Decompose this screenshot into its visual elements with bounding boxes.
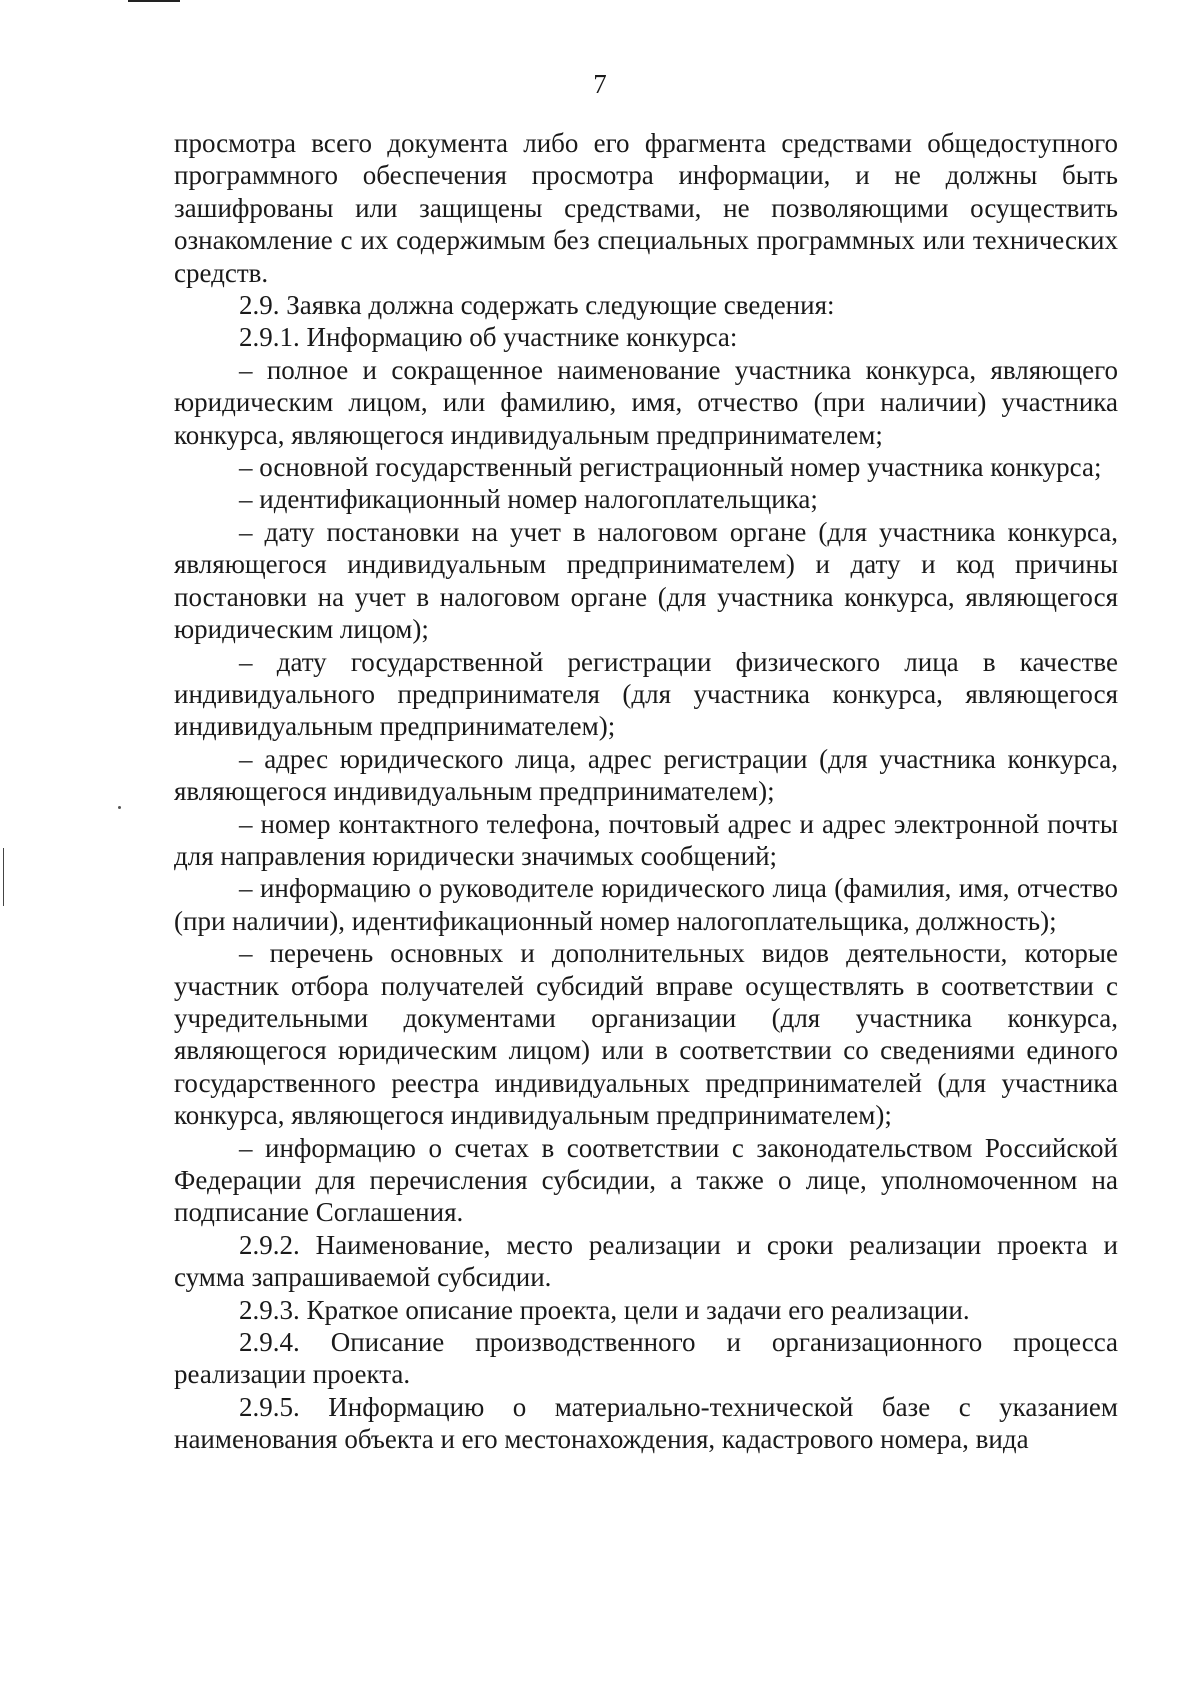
list-item-activities: – перечень основных и дополнительных видов деятельности, которые участник отбора получателей субсидий вправе осуществлять в соответствии с учредительными документами организации (для участника конкурса, являющегося юридическим лицом) или в соответствии со сведениями единого государственного реестра индивидуальных предпринимателей (для участника конкурса, являющегося индивидуальным предпринимателем); — [174, 938, 1118, 1131]
paragraph-section-2-9-4: 2.9.4. Описание производственного и организационного процесса реализации проекта. — [174, 1327, 1118, 1390]
paragraph-section-2-9-1: 2.9.1. Информацию об участнике конкурса: — [239, 322, 738, 353]
list-item-inn: – идентификационный номер налогоплательщика; — [239, 484, 818, 515]
list-item-ogrn: – основной государственный регистрационный номер участника конкурса; — [239, 452, 1102, 483]
scan-margin-mark — [3, 848, 4, 906]
document-body — [174, 127, 1118, 1456]
paragraph-section-2-9-5: 2.9.5. Информацию о материально-технической базе с указанием наименования объекта и его местонахождения, кадастрового номера, вида — [174, 1391, 1118, 1455]
paragraph-section-2-9-3: 2.9.3. Краткое описание проекта, цели и задачи его реализации. — [239, 1294, 970, 1325]
list-item-bank-accounts: – информацию о счетах в соответствии с законодательством Российской Федерации для перечисления субсидии, а также о лице, уполномоченном на подписание Соглашения. — [174, 1132, 1118, 1228]
list-item-contacts: – номер контактного телефона, почтовый адрес и адрес электронной почты для направления юридически значимых сообщений; — [174, 808, 1118, 871]
list-item-state-registration: – дату государственной регистрации физического лица в качестве индивидуального предпринимателя (для участника конкурса, являющегося индивидуальным предпринимателем); — [174, 646, 1118, 742]
page-number: 7 — [593, 69, 607, 99]
list-item-tax-registration: – дату постановки на учет в налоговом органе (для участника конкурса, являющегося индивидуальным предпринимателем) и дату и код причины постановки на учет в налоговом органе (для участника конкурса, являющегося юридическим лицом); — [174, 516, 1118, 645]
paragraph-section-2-9-2: 2.9.2. Наименование, место реализации и сроки реализации проекта и сумма запрашиваемой субсидии. — [174, 1229, 1118, 1293]
list-item-address: – адрес юридического лица, адрес регистрации (для участника конкурса, являющегося индивидуальным предпринимателем); — [174, 743, 1118, 807]
scan-edge-mark — [128, 0, 180, 2]
paragraph-continuation: просмотра всего документа либо его фрагмента средствами общедоступного программного обеспечения просмотра информации, и не должны быть зашифрованы или защищены средствами, не позволяющими осуществить ознакомление с их содержимым без специальных программных или технических средств. — [174, 128, 1118, 288]
list-item-director: – информацию о руководителе юридического лица (фамилия, имя, отчество (при наличии), идентификационный номер налогоплательщика, должность); — [174, 873, 1118, 936]
list-item-name: – полное и сокращенное наименование участника конкурса, являющего юридическим лицом, или фамилию, имя, отчество (при наличии) участника конкурса, являющегося индивидуальным предпринимателем; — [174, 354, 1118, 450]
scan-speck — [118, 806, 121, 809]
paragraph-section-2-9: 2.9. Заявка должна содержать следующие сведения: — [239, 290, 835, 321]
